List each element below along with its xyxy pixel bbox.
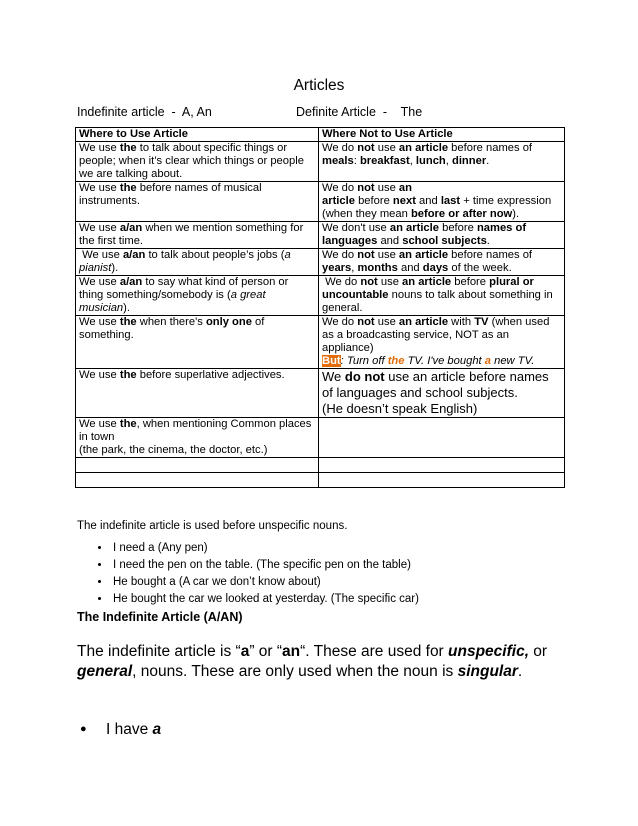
table-row bbox=[76, 418, 565, 458]
table-row bbox=[76, 473, 565, 488]
list-item: • I need a (Any pen) bbox=[111, 540, 419, 557]
indefinite-paragraph bbox=[77, 642, 557, 681]
table-header-row bbox=[76, 128, 565, 142]
table-cell: We do not use an article before next and last + time expression (when they mean before or after now). bbox=[319, 182, 565, 222]
list-item: • I need the pen on the table. (The specific pen on the table) bbox=[111, 557, 419, 574]
table-row bbox=[76, 182, 565, 222]
table-cell: We don't use an article before names of languages and school subjects. bbox=[319, 222, 565, 249]
bullet-text: I have bbox=[106, 721, 153, 738]
para-an: an bbox=[282, 643, 301, 660]
table-cell: We do not use an article before plural or uncountable nouns to talk about something in general. bbox=[319, 276, 565, 316]
para-text: ” or “ bbox=[249, 643, 283, 660]
table-row bbox=[76, 142, 565, 182]
intro-text: The indefinite article is used before unspecific nouns. bbox=[77, 520, 348, 532]
articles-table bbox=[75, 127, 565, 488]
table-cell: We do not use an article before names of languages and school subjects. (He doesn’t speak English) bbox=[319, 369, 565, 418]
table-cell: We do not use an article before names of years, months and days of the week. bbox=[319, 249, 565, 276]
para-text: “. These are used for bbox=[300, 643, 449, 660]
header-where-to-use: Where to Use Article bbox=[76, 128, 319, 142]
para-text: . bbox=[517, 662, 523, 680]
table-row bbox=[76, 276, 565, 316]
table-cell bbox=[319, 473, 565, 488]
table-cell bbox=[76, 458, 319, 473]
table-row bbox=[76, 222, 565, 249]
table-cell: We use a/an to say what kind of person or thing something/somebody is (a great musician). bbox=[76, 276, 319, 316]
para-text: or bbox=[529, 643, 548, 660]
table-cell: We use the before names of musical instruments. bbox=[76, 182, 319, 222]
para-text: The indefinite article is “ bbox=[77, 643, 241, 660]
indefinite-subheading: Indefinite article - A, An bbox=[77, 105, 212, 119]
table-cell bbox=[76, 473, 319, 488]
table-row bbox=[76, 458, 565, 473]
bullet-icon: ● bbox=[80, 723, 87, 735]
list-item: • He bought the car we looked at yesterday. (The specific car) bbox=[111, 591, 419, 608]
para-singular: singular bbox=[457, 662, 518, 680]
para-a: a bbox=[240, 643, 250, 660]
table-cell bbox=[319, 418, 565, 458]
table-row bbox=[76, 369, 565, 418]
header-where-not-to-use: Where Not to Use Article bbox=[319, 128, 565, 142]
para-general: general bbox=[77, 662, 133, 680]
table-row bbox=[76, 249, 565, 276]
table-cell: We use the before superlative adjectives. bbox=[76, 369, 319, 418]
section-heading: The Indefinite Article (A/AN) bbox=[77, 610, 243, 624]
para-text: , nouns. These are only used when the noun is bbox=[132, 662, 458, 680]
table-cell: We use a/an to talk about people’s jobs (a pianist). bbox=[76, 249, 319, 276]
table-cell: We use the when there's only one of something. bbox=[76, 316, 319, 369]
last-bullet bbox=[80, 721, 161, 739]
table-cell: We use a/an when we mention something for the first time. bbox=[76, 222, 319, 249]
definite-subheading: Definite Article - The bbox=[296, 105, 423, 119]
page-title: Articles bbox=[293, 77, 345, 94]
bullet-word: a bbox=[152, 721, 162, 738]
table-row bbox=[76, 316, 565, 369]
list-item: • He bought a (A car we don’t know about) bbox=[111, 574, 419, 591]
table-cell bbox=[319, 458, 565, 473]
examples-list bbox=[95, 540, 419, 608]
table-cell: We use the, when mentioning Common places in town (the park, the cinema, the doctor, etc.) bbox=[76, 418, 319, 458]
table-cell: We do not use an article with TV (when used as a broadcasting service, NOT as an appliance) But: Turn off the TV. I've bought a new TV. bbox=[319, 316, 565, 369]
para-unspecific: unspecific, bbox=[448, 643, 529, 660]
table-cell: We do not use an article before names of meals: breakfast, lunch, dinner. bbox=[319, 142, 565, 182]
table-cell: We use the to talk about specific things or people; when it’s clear which things or people we are talking about. bbox=[76, 142, 319, 182]
